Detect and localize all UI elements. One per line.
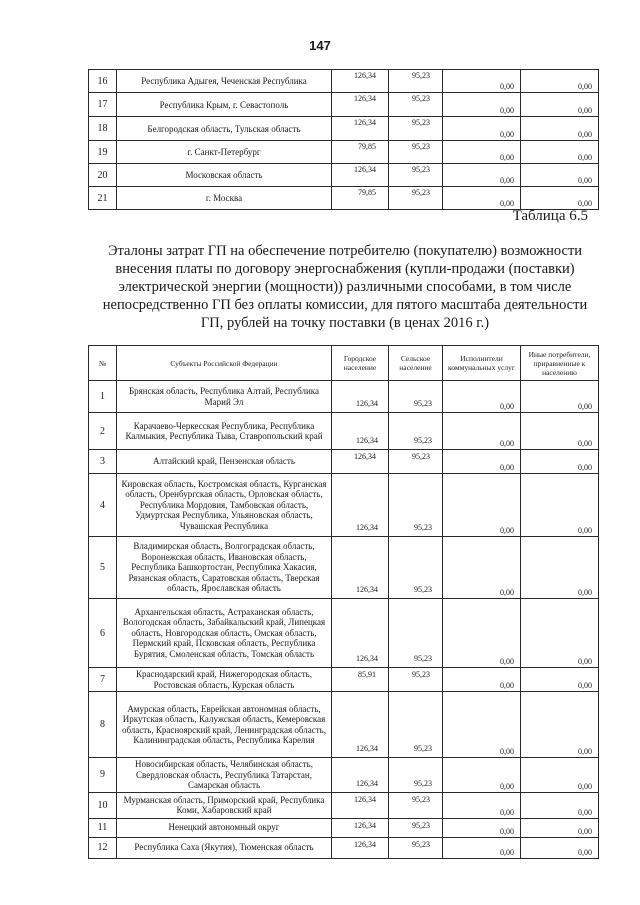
table-row [89,187,599,210]
rural-value: 95,23 [389,141,443,164]
table-row [89,70,599,93]
row-number: 21 [89,187,117,210]
rural-value: 95,23 [389,381,443,413]
utility-value: 0,00 [443,450,521,474]
table-row [89,117,599,141]
other-value: 0,00 [521,599,599,668]
subject-cell: Республика Адыгея, Чеченская Республика [117,70,332,93]
other-value: 0,00 [521,818,599,837]
other-value: 0,00 [521,117,599,141]
urban-value: 79,85 [332,141,389,164]
utility-value: 0,00 [443,474,521,537]
table-row [89,537,599,599]
utility-value: 0,00 [443,187,521,210]
subject-cell: Московская область [117,164,332,187]
table-row [89,141,599,164]
row-number: 11 [89,818,117,837]
other-value: 0,00 [521,474,599,537]
rural-value: 95,23 [389,758,443,793]
continued-table [88,69,599,210]
header-other: Иные потребители, приравненные к населению [521,346,599,381]
urban-value: 126,34 [332,93,389,117]
other-value: 0,00 [521,758,599,793]
urban-value: 85,91 [332,668,389,692]
row-number: 10 [89,792,117,818]
urban-value: 79,85 [332,187,389,210]
subject-cell: Владимирская область, Волгоградская область, Воронежская область, Ивановская область, Республика Башкортостан, Республика Хакасия, Рязанская область, Саратовская область, Тверская область, Ярославская область [117,537,332,599]
row-number: 16 [89,70,117,93]
table-row [89,668,599,692]
row-number: 3 [89,450,117,474]
header-number: № [89,346,117,381]
table-row [89,413,599,450]
header-rural: Сельское население [389,346,443,381]
urban-value: 126,34 [332,758,389,793]
utility-value: 0,00 [443,117,521,141]
subject-cell: Карачаево-Черкесская Республика, Республика Калмыкия, Республика Тыва, Ставропольский край [117,413,332,450]
table-row [89,837,599,858]
table-row [89,93,599,117]
utility-value: 0,00 [443,599,521,668]
urban-value: 126,34 [332,164,389,187]
subject-cell: Амурская область, Еврейская автономная область, Иркутская область, Калужская область, Кемеровская область, Красноярский край, Ленинградская область, Калининградская область, Республика Карелия [117,692,332,758]
utility-value: 0,00 [443,537,521,599]
table-row [89,692,599,758]
subject-cell: Республика Саха (Якутия), Тюменская область [117,837,332,858]
row-number: 12 [89,837,117,858]
urban-value: 126,34 [332,117,389,141]
rural-value: 95,23 [389,70,443,93]
other-value: 0,00 [521,141,599,164]
other-value: 0,00 [521,70,599,93]
utility-value: 0,00 [443,70,521,93]
urban-value: 126,34 [332,792,389,818]
rural-value: 95,23 [389,537,443,599]
row-number: 9 [89,758,117,793]
table-row [89,164,599,187]
page-number: 147 [309,38,331,53]
urban-value: 126,34 [332,474,389,537]
utility-value: 0,00 [443,837,521,858]
other-value: 0,00 [521,668,599,692]
row-number: 2 [89,413,117,450]
header-subject: Субъекты Российской Федерации [117,346,332,381]
table-label: Таблица 6.5 [512,208,588,224]
other-value: 0,00 [521,537,599,599]
row-number: 8 [89,692,117,758]
subject-cell: Алтайский край, Пензенская область [117,450,332,474]
row-number: 17 [89,93,117,117]
subject-cell: Брянская область, Республика Алтай, Республика Марий Эл [117,381,332,413]
rural-value: 95,23 [389,164,443,187]
table-title: Эталоны затрат ГП на обеспечение потребителю (покупателю) возможности внесения платы по договору энергоснабжения (купли-продажи (поставки) электрической энергии (мощности)) различными способами, в том числе непосредственно ГП без оплаты комиссии, для пятого масштаба деятельности ГП, рублей на точку поставки (в ценах 2016 г.) [102,243,588,331]
utility-value: 0,00 [443,758,521,793]
utility-value: 0,00 [443,818,521,837]
table-row [89,599,599,668]
table-row [89,450,599,474]
table-row [89,381,599,413]
row-number: 19 [89,141,117,164]
header-utility: Исполнители коммунальных услуг [443,346,521,381]
row-number: 5 [89,537,117,599]
other-value: 0,00 [521,450,599,474]
subject-cell: Краснодарский край, Нижегородская область, Ростовская область, Курская область [117,668,332,692]
table-row [89,758,599,793]
subject-cell: Новосибирская область, Челябинская область, Свердловская область, Республика Татарстан, Самарская область [117,758,332,793]
utility-value: 0,00 [443,413,521,450]
other-value: 0,00 [521,792,599,818]
rural-value: 95,23 [389,93,443,117]
utility-value: 0,00 [443,381,521,413]
urban-value: 126,34 [332,537,389,599]
row-number: 7 [89,668,117,692]
other-value: 0,00 [521,164,599,187]
utility-value: 0,00 [443,692,521,758]
other-value: 0,00 [521,381,599,413]
urban-value: 126,34 [332,599,389,668]
row-number: 4 [89,474,117,537]
header-urban: Городское население [332,346,389,381]
row-number: 6 [89,599,117,668]
other-value: 0,00 [521,837,599,858]
urban-value: 126,34 [332,837,389,858]
table-header-row [89,346,599,381]
table-6-5 [88,345,599,859]
row-number: 20 [89,164,117,187]
other-value: 0,00 [521,187,599,210]
table-row [89,474,599,537]
rural-value: 95,23 [389,413,443,450]
other-value: 0,00 [521,93,599,117]
urban-value: 126,34 [332,413,389,450]
utility-value: 0,00 [443,93,521,117]
table-row [89,792,599,818]
rural-value: 95,23 [389,474,443,537]
utility-value: 0,00 [443,792,521,818]
rural-value: 95,23 [389,450,443,474]
subject-cell: Ненецкий автономный округ [117,818,332,837]
rural-value: 95,23 [389,837,443,858]
utility-value: 0,00 [443,164,521,187]
subject-cell: Республика Крым, г. Севастополь [117,93,332,117]
rural-value: 95,23 [389,117,443,141]
subject-cell: Архангельская область, Астраханская область, Вологодская область, Забайкальский край, Липецкая область, Новгородская область, Омская область, Пермский край, Псковская область, Республика Бурятия, Смоленская область, Томская область [117,599,332,668]
other-value: 0,00 [521,413,599,450]
subject-cell: г. Москва [117,187,332,210]
rural-value: 95,23 [389,599,443,668]
urban-value: 126,34 [332,818,389,837]
subject-cell: Кировская область, Костромская область, Курганская область, Оренбургская область, Орловская область, Республика Мордовия, Тамбовская область, Удмуртская Республика, Ульяновская область, Чувашская Республика [117,474,332,537]
other-value: 0,00 [521,692,599,758]
urban-value: 126,34 [332,381,389,413]
row-number: 18 [89,117,117,141]
utility-value: 0,00 [443,141,521,164]
rural-value: 95,23 [389,187,443,210]
rural-value: 95,23 [389,668,443,692]
rural-value: 95,23 [389,792,443,818]
rural-value: 95,23 [389,818,443,837]
urban-value: 126,34 [332,70,389,93]
utility-value: 0,00 [443,668,521,692]
table-row [89,818,599,837]
subject-cell: Мурманская область, Приморский край, Республика Коми, Хабаровский край [117,792,332,818]
row-number: 1 [89,381,117,413]
subject-cell: г. Санкт-Петербург [117,141,332,164]
rural-value: 95,23 [389,692,443,758]
urban-value: 126,34 [332,450,389,474]
urban-value: 126,34 [332,692,389,758]
subject-cell: Белгородская область, Тульская область [117,117,332,141]
